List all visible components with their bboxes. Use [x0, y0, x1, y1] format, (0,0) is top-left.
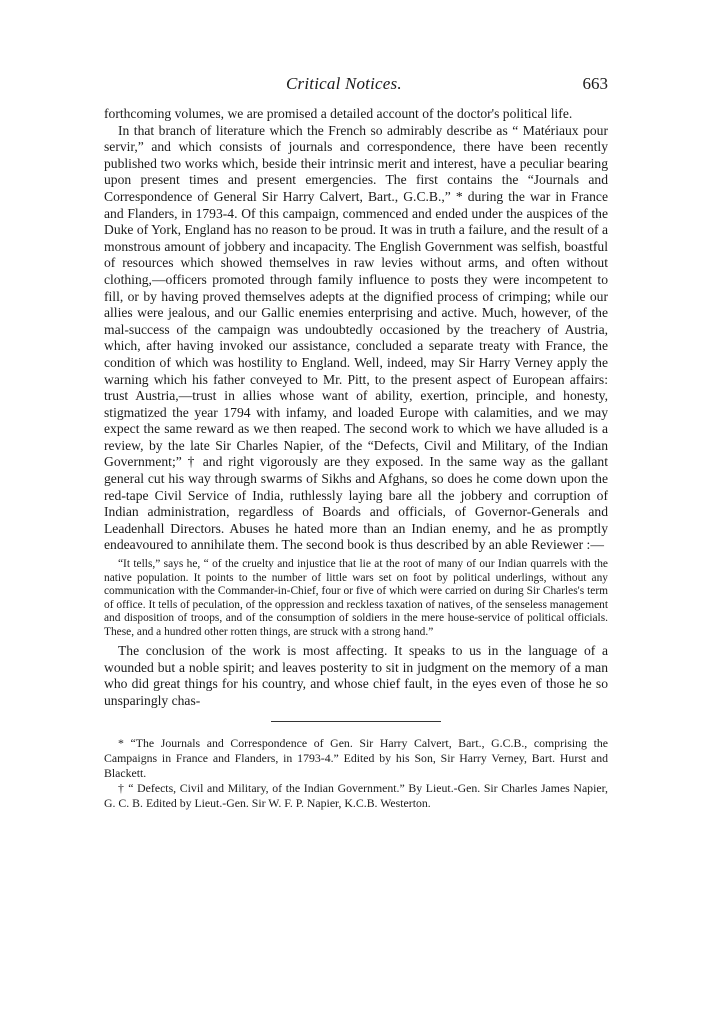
page-header — [104, 74, 608, 96]
body-text — [104, 106, 608, 709]
paragraph: The conclusion of the work is most affecting. It speaks to us in the language of a wounded but a noble spirit; and leaves posterity to sit in judgment on the memory of a man who did great things for his country, and whose chief fault, in the eyes even of those he so unsparingly chas- — [104, 643, 608, 708]
block-quote — [104, 558, 608, 639]
running-head: Critical Notices. — [286, 74, 402, 93]
quote-text: “It tells,” says he, “ of the cruelty and injustice that lie at the root of many of our Indian quarrels with the native population. It points to the number of little wars set on foot by political underlings, without any communication with the Commander-in-Chief, four or five of which were carried on during Sir Charles's term of office. It tells of peculation, of the oppression and reckless taxation of natives, of the senseless management and disposition of troops, and of the consumption of soldiers in the mere house-service of political officials. These, and a hundred other rotten things, are struck with a strong hand.” — [104, 558, 608, 638]
page-number: 663 — [582, 74, 608, 93]
paragraph: forthcoming volumes, we are promised a detailed account of the doctor's political life. — [104, 106, 573, 121]
footnote: * “The Journals and Correspondence of Gen. Sir Harry Calvert, Bart., G.C.B., comprising the Campaigns in France and Flanders, in 1793-4.” Edited by his Son, Sir Harry Verney, Bart. Hurst and Blackett. — [104, 736, 608, 780]
paragraph: In that branch of literature which the French so admirably describe as “ Matériaux pour servir,” and which consists of journals and correspondence, there have been recently published two works which, beside their intrinsic merit and interest, have a peculiar bearing upon present times and present emergencies. The first contains the “Journals and Correspondence of General Sir Harry Calvert, Bart., G.C.B.,” * during the war in France and Flanders, in 1793-4. Of this campaign, commenced and ended under the auspices of the Duke of York, England has no reason to be proud. It was in truth a failure, and the result of a monstrous amount of jobbery and incapacity. The English Government was selfish, boastful of resources which showed themselves in raw levies without arms, and often without clothing,—officers promoted through family influence to posts they were incompetent to fill, or by having proved themselves adepts at the dignified process of crimping; while our allies were jealous, and our Gallic enemies enterprising and active. Much, however, of the mal-success of the campaign was undoubtedly occasioned by the treachery of Austria, which, after having invoked our assistance, concluded a separate treaty with France, the condition of which was hostility to England. Well, indeed, may Sir Harry Verney apply the warning which his father conveyed to Mr. Pitt, to the present aspect of European affairs: trust Austria,—trust in allies whose want of ability, exertion, principle, and honesty, stigmatized the year 1794 with infamy, and loaded Europe with calamities, and we may expect the same reward as we then reaped. The second work to which we have alluded is a review, by the late Sir Charles Napier, of the “Defects, Civil and Military, of the Indian Government;” † and right vigorously are they exposed. In the same way as the gallant general cut his way through swarms of Sikhs and Afghans, so does he come down upon the red-tape Civil Service of India, ruthlessly laying bare all the jobbery and corruption of Indian administration, regardless of Boards and officials, of Governor-Generals and Leadenhall Directors. Abuses he hated more than an Indian enemy, and he as promptly endeavoured to annihilate them. The second book is thus described by an able Reviewer :— — [104, 122, 608, 553]
footnotes — [104, 736, 608, 810]
footnote: † “ Defects, Civil and Military, of the Indian Government.” By Lieut.-Gen. Sir Charles James Napier, G. C. B. Edited by Lieut.-Gen. Sir W. F. P. Napier, K.C.B. Westerton. — [104, 781, 608, 810]
page — [104, 74, 608, 810]
footnote-rule — [271, 721, 441, 722]
